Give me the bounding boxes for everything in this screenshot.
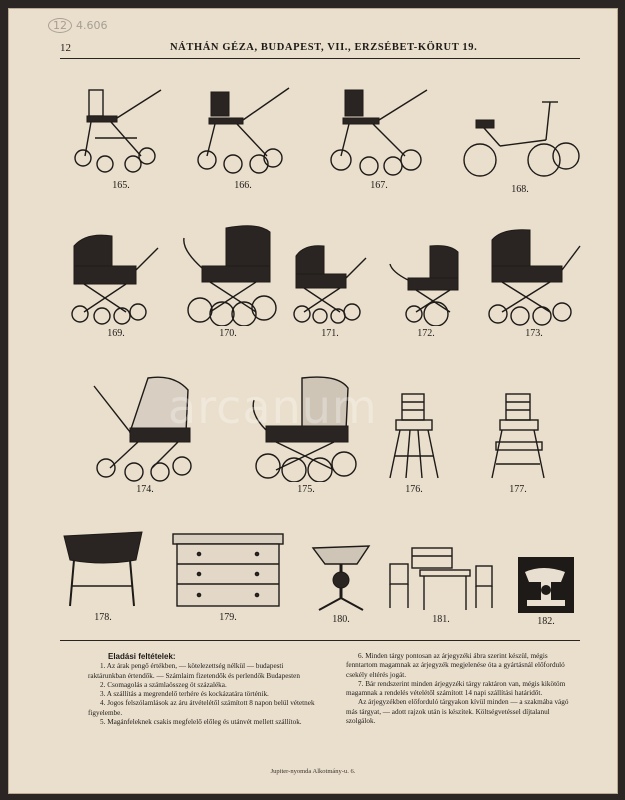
pram-icon (290, 242, 370, 326)
catalog-item-181 (386, 542, 496, 625)
pram-icon (178, 220, 278, 326)
pencil-note (48, 18, 108, 33)
item-number: 171. (321, 328, 339, 339)
page-title: NÁTHÁN GÉZA, BUDAPEST, VII., ERZSÉBET-KÖRUT 19. (170, 42, 478, 53)
pram-icon (66, 226, 166, 326)
catalog-item-179 (168, 530, 288, 623)
item-number: 170. (219, 328, 237, 339)
terms-paragraph: 6. Minden tárgy pontosan az árjegyzéki ábra szerint készül, mégis fenntartom magamnak az árjegyzék megjelenése óta a gyártásnál előforduló csekély eltérés jogát. (346, 652, 565, 679)
terms-paragraph: 7. Bár rendszerint minden árjegyzéki tárgy raktáron van, mégis kikötöm magamnak a rendelés vételétől számított 14 napi szállítási határidőt. (346, 679, 566, 698)
catalog-item-166 (188, 78, 298, 191)
catalog-item-165 (66, 78, 176, 191)
item-number: 172. (417, 328, 435, 339)
item-number: 179. (219, 612, 237, 623)
item-number: 166. (234, 180, 252, 191)
catalog-item-180 (308, 540, 374, 625)
item-number: 168. (511, 184, 529, 195)
high-chair-icon (486, 390, 550, 482)
catalog-item-173 (484, 226, 584, 339)
pram-icon (386, 242, 466, 326)
item-number: 167. (370, 180, 388, 191)
terms-column-right (346, 652, 580, 726)
catalog-item-171 (290, 242, 370, 339)
item-number: 165. (112, 180, 130, 191)
item-number: 174. (136, 484, 154, 495)
pencil-note-text: 4.606 (76, 19, 108, 32)
item-number: 181. (432, 614, 450, 625)
item-number: 177. (509, 484, 527, 495)
sport-stroller-icon (71, 78, 171, 178)
catalog-item-182 (516, 556, 576, 627)
pram-icon (484, 226, 584, 326)
section-divider (60, 640, 580, 641)
item-number: 175. (297, 484, 315, 495)
terms-title: Eladási feltételek: (108, 652, 176, 661)
watermark: arcanum (168, 380, 378, 434)
terms-paragraph: 4. Jogos felszólamlások az áru átvételétől számított 8 napon belül vétetnek figyelembe. (88, 699, 315, 717)
baby-scale-icon (517, 556, 575, 614)
sport-stroller-icon (193, 78, 293, 178)
terms-paragraph: 1. Az árak pengő értékben, — kötelezettség nélkül — budapesti raktárunkban értendők. — Számlaim fizetendők és perlendők Budapesten (88, 662, 300, 680)
terms-paragraph: 3. A szállítás a megrendelő terhére és kockázatára történik. (100, 690, 269, 699)
catalog-item-177 (486, 390, 550, 495)
catalog-item-167 (324, 78, 434, 191)
terms-paragraph: Az árjegyzékben előforduló tárgyakon kívül minden — a szakmába vágó más tárgyat, — adott rajzok után is készítek. Költségvetéssel díjtalanul szolgálok. (346, 698, 569, 726)
terms-column-left (88, 652, 322, 727)
catalog-item-172 (386, 242, 466, 339)
catalog-page (8, 8, 618, 794)
high-chair-icon (384, 390, 444, 482)
garden-furniture-set-icon (386, 542, 496, 612)
catalog-item-176 (384, 390, 444, 495)
item-number: 176. (405, 484, 423, 495)
chest-of-drawers-icon (169, 530, 287, 610)
catalog-item-170 (178, 220, 278, 339)
bathtub-stand-icon (60, 526, 146, 610)
item-number: 169. (107, 328, 125, 339)
item-number: 173. (525, 328, 543, 339)
page-number: 12 (60, 42, 71, 54)
terms-paragraph: 2. Csomagolás a számlaösszeg öt százaléka. (100, 680, 227, 689)
catalog-item-169 (66, 226, 166, 339)
pencil-note-code: 12 (48, 18, 72, 33)
sport-stroller-icon (329, 78, 429, 178)
printer-imprint: Jupiter-nyomda Alkotmány-u. 6. (270, 768, 356, 775)
catalog-item-168 (460, 98, 580, 195)
page-header (60, 42, 580, 59)
item-number: 178. (94, 612, 112, 623)
terms-paragraph: 5. Magánfeleknek csakis megfelelő előleg és utánvét mellett szállítok. (100, 718, 302, 727)
basket-stand-icon (309, 540, 373, 612)
tricycle-icon (460, 98, 580, 182)
item-number: 180. (332, 614, 350, 625)
item-number: 182. (537, 616, 555, 627)
catalog-item-178 (60, 526, 146, 623)
